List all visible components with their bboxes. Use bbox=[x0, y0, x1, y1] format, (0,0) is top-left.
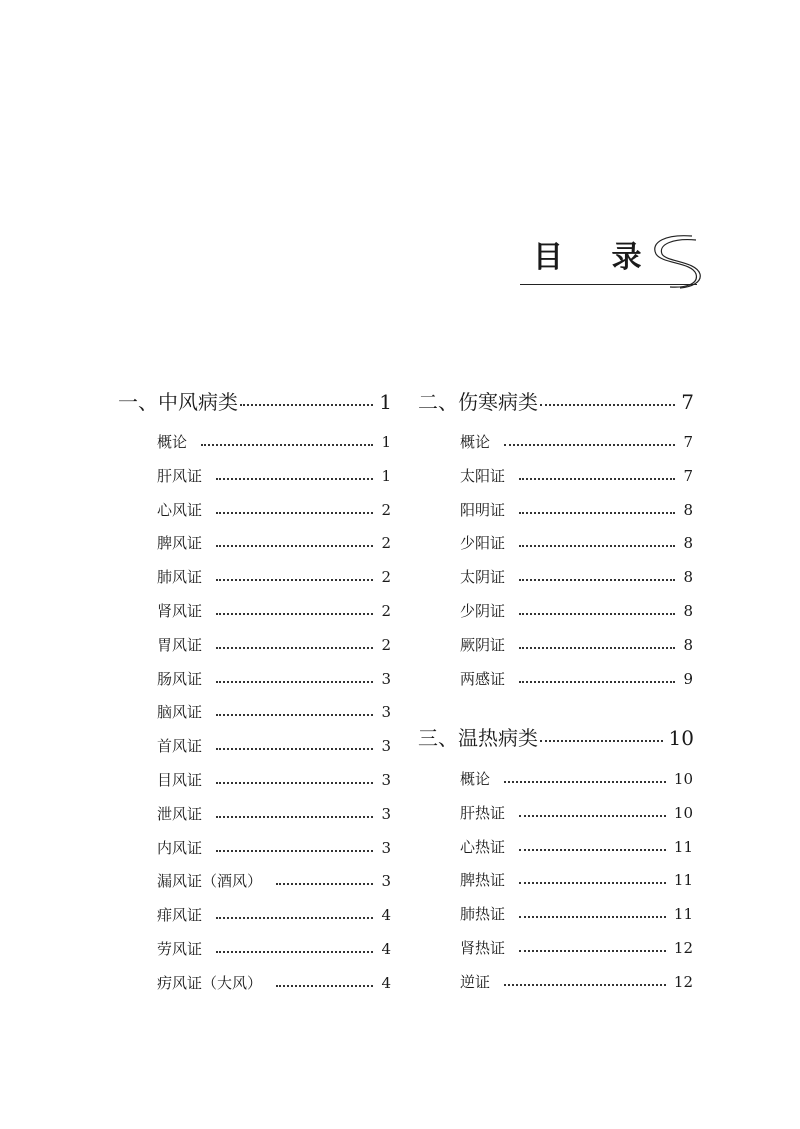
toc-entry bbox=[157, 466, 391, 486]
dot-leader bbox=[519, 613, 675, 615]
page-number: 7 bbox=[683, 466, 693, 485]
toc-title-block bbox=[0, 0, 800, 300]
page-number: 2 bbox=[381, 500, 391, 519]
toc-entry bbox=[157, 635, 391, 655]
entry-label: 太阴证 bbox=[460, 568, 506, 587]
dot-leader bbox=[519, 478, 675, 480]
dot-leader bbox=[519, 545, 675, 547]
page-number: 1 bbox=[381, 433, 391, 451]
entry-label: 泄风证 bbox=[157, 804, 203, 823]
dot-leader bbox=[540, 740, 663, 742]
dot-leader bbox=[519, 882, 666, 884]
page-number: 2 bbox=[381, 568, 391, 587]
entry-label: 心热证 bbox=[460, 837, 506, 856]
page-number: 8 bbox=[683, 500, 693, 519]
entry-label: 厥阴证 bbox=[460, 635, 506, 654]
dot-leader bbox=[216, 545, 373, 547]
page-number: 8 bbox=[683, 602, 693, 620]
dot-leader bbox=[519, 512, 675, 514]
dot-leader bbox=[216, 714, 373, 716]
toc-entry bbox=[460, 837, 693, 857]
toc-entry bbox=[157, 669, 391, 689]
dot-leader bbox=[216, 850, 373, 852]
entry-label: 肠风证 bbox=[157, 669, 203, 688]
dot-leader bbox=[276, 985, 373, 987]
page-number: 2 bbox=[381, 635, 391, 654]
entry-label: 概论 bbox=[157, 433, 188, 451]
dot-leader bbox=[216, 478, 373, 480]
dot-leader bbox=[504, 781, 666, 783]
entry-label: 概论 bbox=[460, 770, 491, 788]
page-number: 3 bbox=[381, 737, 391, 756]
section-title: 一、中风病类 bbox=[118, 390, 238, 414]
entry-label: 少阴证 bbox=[460, 602, 506, 620]
page-number: 11 bbox=[673, 871, 693, 890]
dot-leader bbox=[519, 849, 666, 851]
page-number: 3 bbox=[381, 669, 391, 688]
page-number: 9 bbox=[683, 669, 693, 688]
dot-leader bbox=[519, 579, 675, 581]
page-number: 4 bbox=[381, 906, 391, 925]
entry-label: 胃风证 bbox=[157, 635, 203, 654]
section-title: 三、温热病类 bbox=[418, 726, 538, 750]
decorative-swirl-icon bbox=[646, 232, 702, 290]
entry-label: 肾风证 bbox=[157, 602, 203, 620]
page-number: 4 bbox=[381, 940, 391, 958]
page-number: 3 bbox=[381, 771, 391, 789]
dot-leader bbox=[519, 916, 666, 918]
dot-leader bbox=[540, 404, 675, 406]
toc-entry bbox=[460, 466, 693, 486]
entry-label: 少阳证 bbox=[460, 534, 506, 553]
entry-label: 肺热证 bbox=[460, 905, 506, 924]
page-number: 1 bbox=[381, 466, 391, 485]
toc-entry bbox=[460, 669, 693, 689]
entry-label: 两感证 bbox=[460, 669, 506, 688]
entry-label: 内风证 bbox=[157, 838, 203, 857]
dot-leader bbox=[216, 579, 373, 581]
entry-label: 阳明证 bbox=[460, 500, 506, 519]
toc-entry bbox=[460, 635, 693, 655]
page-number: 8 bbox=[683, 534, 693, 553]
dot-leader bbox=[216, 613, 373, 615]
toc-entry bbox=[460, 904, 693, 924]
page-number: 12 bbox=[673, 972, 693, 991]
page-number: 2 bbox=[381, 534, 391, 553]
toc-entry bbox=[460, 938, 693, 958]
dot-leader bbox=[519, 681, 675, 683]
page-number: 1 bbox=[379, 390, 392, 414]
toc-section-heading bbox=[118, 389, 392, 415]
toc-section-heading bbox=[418, 389, 694, 415]
entry-label: 脾热证 bbox=[460, 871, 506, 890]
page-number: 8 bbox=[683, 568, 693, 587]
entry-label: 肺风证 bbox=[157, 568, 203, 587]
toc-entry bbox=[460, 870, 693, 890]
toc-entry bbox=[460, 803, 693, 823]
toc-entry bbox=[157, 567, 391, 587]
toc-entry bbox=[157, 702, 391, 722]
page-number: 10 bbox=[668, 726, 694, 750]
toc-entry bbox=[157, 973, 391, 993]
page-number: 12 bbox=[673, 939, 693, 957]
toc-entry bbox=[460, 533, 693, 553]
entry-label: 脾风证 bbox=[157, 534, 203, 553]
entry-label: 劳风证 bbox=[157, 940, 203, 958]
entry-label: 心风证 bbox=[157, 500, 203, 519]
toc-entry bbox=[157, 905, 391, 925]
entry-label: 目风证 bbox=[157, 771, 203, 789]
page-number: 2 bbox=[381, 602, 391, 620]
toc-entry bbox=[157, 533, 391, 553]
page-number: 3 bbox=[381, 703, 391, 722]
dot-leader bbox=[216, 816, 373, 818]
dot-leader bbox=[216, 748, 373, 750]
entry-label: 首风证 bbox=[157, 737, 203, 756]
toc-entry bbox=[157, 770, 391, 790]
toc-entry bbox=[157, 871, 391, 891]
entry-label: 漏风证（酒风） bbox=[157, 872, 263, 891]
page-number: 8 bbox=[683, 635, 693, 654]
title-underline bbox=[520, 284, 697, 285]
page-number: 10 bbox=[673, 770, 693, 788]
dot-leader bbox=[519, 950, 666, 952]
page-number: 3 bbox=[381, 804, 391, 823]
dot-leader bbox=[216, 512, 373, 514]
dot-leader bbox=[504, 984, 666, 986]
toc-entry bbox=[157, 838, 391, 858]
dot-leader bbox=[201, 444, 373, 446]
entry-label: 疠风证（大风） bbox=[157, 973, 263, 992]
page-number: 11 bbox=[673, 837, 693, 856]
entry-label: 脑风证 bbox=[157, 703, 203, 722]
page-number: 3 bbox=[381, 838, 391, 857]
toc-entry bbox=[460, 500, 693, 520]
toc-section-heading bbox=[418, 725, 694, 751]
page-number: 10 bbox=[673, 803, 693, 822]
entry-label: 痱风证 bbox=[157, 906, 203, 925]
toc-entry bbox=[460, 972, 693, 992]
page-number: 7 bbox=[683, 433, 693, 451]
toc-title: 目 录 bbox=[533, 240, 644, 275]
toc-entry bbox=[460, 432, 693, 452]
toc-entry bbox=[157, 432, 391, 452]
entry-label: 肾热证 bbox=[460, 939, 506, 957]
dot-leader bbox=[519, 815, 666, 817]
section-title: 二、伤寒病类 bbox=[418, 390, 538, 414]
page-number: 4 bbox=[381, 973, 391, 992]
dot-leader bbox=[216, 647, 373, 649]
dot-leader bbox=[216, 681, 373, 683]
entry-label: 概论 bbox=[460, 433, 491, 451]
dot-leader bbox=[216, 782, 373, 784]
toc-entry bbox=[157, 500, 391, 520]
dot-leader bbox=[276, 883, 373, 885]
page-number: 7 bbox=[681, 390, 694, 414]
toc-entry bbox=[460, 769, 693, 789]
toc-entry bbox=[157, 736, 391, 756]
page-number: 3 bbox=[381, 872, 391, 891]
entry-label: 肝热证 bbox=[460, 803, 506, 822]
dot-leader bbox=[240, 404, 373, 406]
entry-label: 肝风证 bbox=[157, 466, 203, 485]
dot-leader bbox=[519, 647, 675, 649]
toc-entry bbox=[157, 939, 391, 959]
dot-leader bbox=[216, 951, 373, 953]
toc-entry bbox=[157, 601, 391, 621]
toc-entry bbox=[460, 567, 693, 587]
toc-entry bbox=[157, 804, 391, 824]
entry-label: 逆证 bbox=[460, 972, 491, 991]
dot-leader bbox=[504, 444, 675, 446]
entry-label: 太阳证 bbox=[460, 466, 506, 485]
toc-entry bbox=[460, 601, 693, 621]
dot-leader bbox=[216, 917, 373, 919]
page-number: 11 bbox=[673, 905, 693, 924]
